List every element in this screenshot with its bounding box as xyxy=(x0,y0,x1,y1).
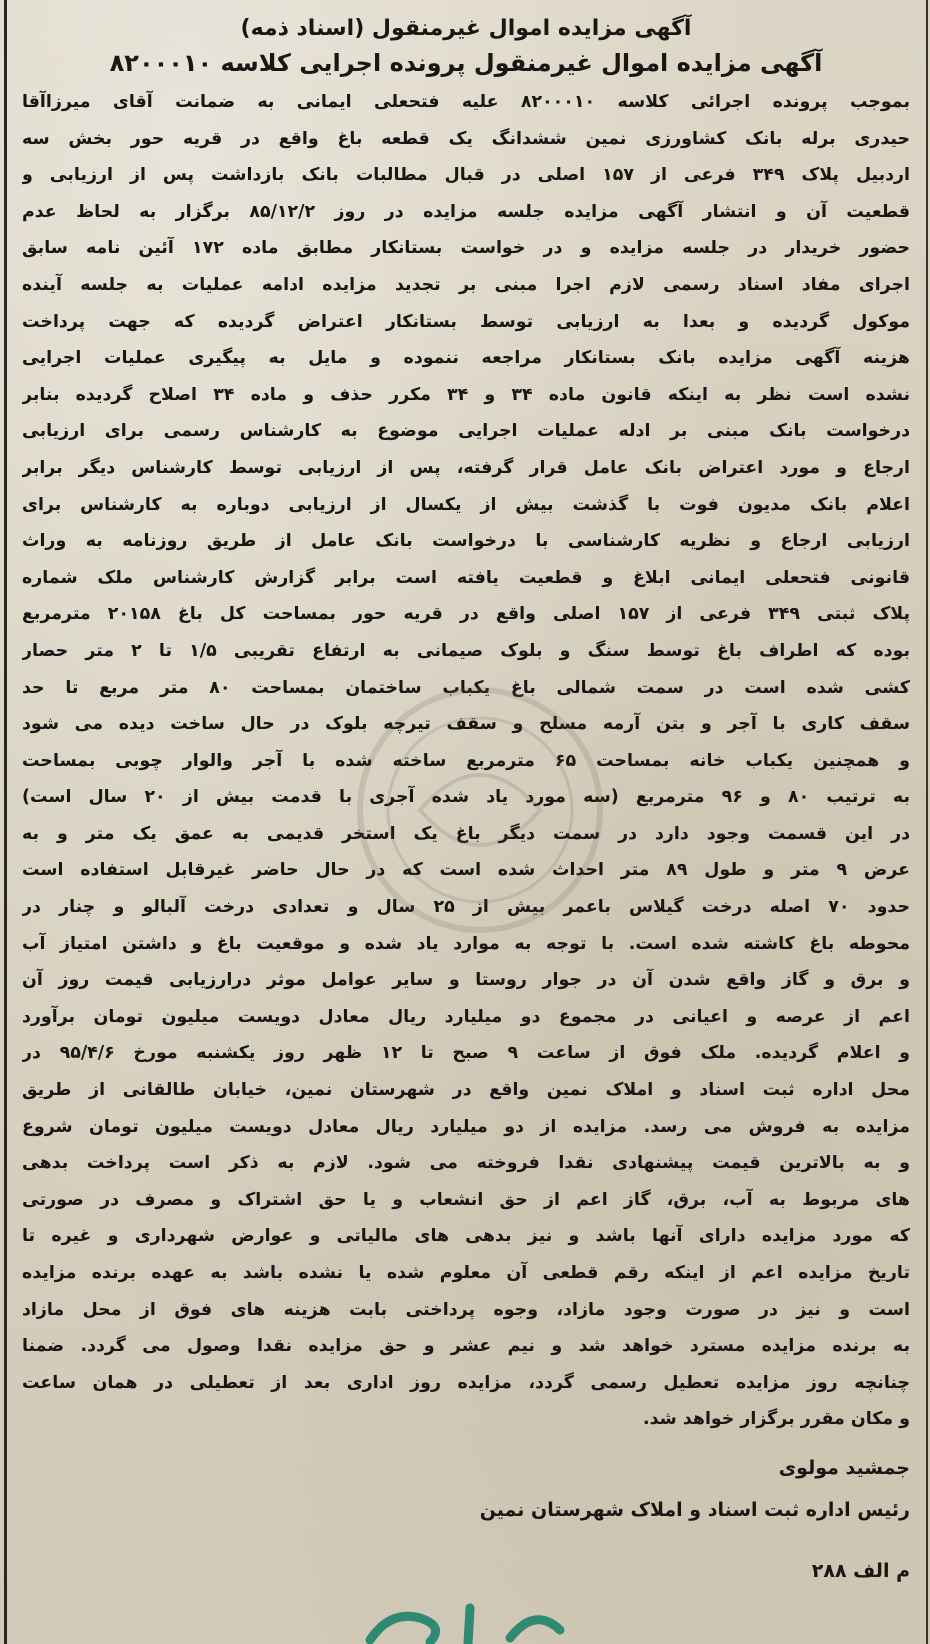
notice-body-line: در این قسمت وجود دارد در سمت دیگر باغ یک استخر قدیمی به عمق یک متر و به xyxy=(22,823,910,844)
notice-body-line: بموجب پرونده اجرائی کلاسه ۸۲۰۰۰۱۰ علیه فتحعلی ایمانی به ضمانت آقای میرزاآقا xyxy=(22,92,910,112)
notice-body-line: بوده که اطراف باغ توسط سنگ و بلوک صیمانی به ارتفاع تقریبی ۱/۵ تا ۲ متر حصار xyxy=(22,640,910,661)
notice-body-line: کشی شده است در سمت شمالی باغ یکباب ساختمان بمساحت ۸۰ متر مربع تا حد xyxy=(22,677,910,698)
notice-body-line: نشده است نظر به اینکه قانون ماده ۳۴ و ۳۴ مکرر حذف و ماده ۳۴ اصلاح گردیده بنابر xyxy=(22,384,910,405)
notice-body-line: پلاک ثبتی ۳۴۹ فرعی از ۱۵۷ اصلی واقع در قریه حور بمساحت کل باغ ۲۰۱۵۸ مترمربع xyxy=(22,604,910,625)
notice-body-line: محل اداره ثبت اسناد و املاک نمین واقع در شهرستان نمین، خیابان طالقانی از طریق xyxy=(22,1080,910,1101)
notice-body-line: و برق و گاز واقع شدن آن در جوار روستا و سایر عوامل موثر درارزیابی قیمت روز آن xyxy=(22,970,910,991)
notice-body-line: های مربوط به آب، برق، گاز اعم از حق انشعاب و یا حق اشتراک و مصرف در صورتی xyxy=(22,1189,910,1210)
signatory-title: رئیس اداره ثبت اسناد و املاک شهرستان نمین xyxy=(479,1498,910,1521)
notice-body-line: حضور خریدار در جلسه مزایده و در خواست بستانکار مطابق ماده ۱۷۲ آئین نامه سابق xyxy=(22,238,910,259)
notice-body-line: ارزیابی ارجاع و نظریه کارشناسی با درخواست بانک عامل از طریق روزنامه به وراث xyxy=(22,531,910,552)
notice-body-line: اجرای مفاد اسناد رسمی لازم اجرا مبنی بر تجدید مزایده ادامه عملیات به جلسه آینده xyxy=(22,274,910,295)
notice-body-line: است و نیز در صورت وجود مازاد، وجوه پرداختی بابت هزینه های فوق از محل مازاد xyxy=(22,1299,910,1320)
notice-body-line: قانونی فتحعلی ایمانی ابلاغ و قطعیت یافته است برابر گزارش کارشناس ملک شماره xyxy=(22,567,910,588)
notice-body-line: چنانچه روز مزایده تعطیل رسمی گردد، مزایده روز اداری بعد از تعطیلی در همان ساعت xyxy=(22,1372,910,1393)
notice-body-line: و مکان مقرر برگزار خواهد شد. xyxy=(643,1409,910,1430)
signatory-name: جمشید مولوی xyxy=(778,1456,910,1479)
notice-body-line: عرض ۹ متر و طول ۸۹ متر احداث شده است که در حال حاضر غیرقابل استفاده است xyxy=(22,860,910,881)
notice-body-line: ارجاع و مورد اعتراض بانک عامل قرار گرفته، پس از ارزیابی توسط کارشناس دیگر برابر xyxy=(22,457,910,478)
right-border-rule xyxy=(926,0,928,1644)
notice-body-line: به ترتیب ۸۰ و ۹۶ مترمربع (سه مورد یاد شده آجری با قدمت بیش از ۲۰ سال است) xyxy=(22,787,910,808)
notice-title: آگهی مزایده اموال غیرمنقول (اسناد ذمه) xyxy=(240,16,692,41)
notice-body-line: اعم از عرصه و اعیانی در مجموع دو میلیارد ریال معادل دویست میلیون تومان برآورد xyxy=(22,1006,910,1027)
notice-body-line: موکول گردیده و بعدا به ارزیابی توسط بستانکار اعتراض گردیده که جهت پرداخت xyxy=(22,311,910,332)
notice-subtitle: آگهی مزایده اموال غیرمنقول پرونده اجرایی کلاسه ۸۲۰۰۰۱۰ xyxy=(109,49,823,77)
notice-body-line: و اعلام گردیده. ملک فوق از ساعت ۹ صبح تا ۱۲ ظهر روز یکشنبه مورخ ۹۵/۴/۶ در xyxy=(22,1043,910,1064)
notice-body-line: و به بالاترین قیمت پیشنهادی نقدا فروخته می شود. لازم به ذکر است پرداخت بدهی xyxy=(22,1153,910,1174)
notice-body-line: که مورد مزایده دارای آنها باشد و نیز بدهی های مالیاتی و عوارض شهرداری و غیره تا xyxy=(22,1226,910,1247)
notice-body-line: و همچنین یکباب خانه بمساحت ۶۵ مترمربع ساخته شده با آجر والوار چوبی بمساحت xyxy=(22,750,910,771)
notice-body-line: حیدری برله بانک کشاورزی نمین ششدانگ یک قطعه باغ واقع در قریه حور بخش سه xyxy=(22,128,910,149)
notice-body xyxy=(22,84,910,1438)
left-border-rule xyxy=(4,0,7,1644)
notice-body-line: به برنده مزایده مسترد خواهد شد و نیم عشر و حق مزایده نقدا وصول می گردد. ضمنا xyxy=(22,1336,910,1357)
notice-body-line: اردبیل پلاک ۳۴۹ فرعی از ۱۵۷ اصلی در قبال مطالبات بانک بازداشت پس از ارزیابی و xyxy=(22,165,910,186)
notice-body-line: حدود ۷۰ اصله درخت گیلاس باعمر بیش از ۲۵ سال و تعدادی درخت آلبالو و چنار در xyxy=(22,897,910,918)
notice-body-line: محوطه باغ کاشته شده است. با توجه به موارد یاد شده و موقعیت باغ و داشتن امتیاز آب xyxy=(22,933,910,954)
notice-body-line: درخواست بانک مبنی بر ادله عملیات اجرایی موضوع به کارشناس رسمی برای ارزیابی xyxy=(22,421,910,442)
notice-body-line: هزینه آگهی مزایده بانک بستانکار مراجعه ننموده و مایل به پیگیری عملیات اجرایی xyxy=(22,348,910,369)
notice-body-line: اعلام بانک مدیون فوت با گذشت بیش از یکسال از ارزیابی دوباره به کارشناس برای xyxy=(22,494,910,515)
notice-body-line: قطعیت آن و انتشار آگهی مزایده جلسه مزایده در روز ۸۵/۱۲/۲ برگزار به لحاظ عدم xyxy=(22,201,910,222)
notice-code: م الف ۲۸۸ xyxy=(811,1559,910,1582)
notice-body-line: مزایده به فروش می رسد. مزایده از دو میلیارد ریال معادل دویست میلیون تومان شروع xyxy=(22,1116,910,1137)
stamp-fragment-icon xyxy=(350,1600,590,1644)
notice-body-line: سقف کاری با آجر و بتن آرمه مسلح و سقف تیرچه بلوک در حال ساخت دیده می شود xyxy=(22,714,910,735)
notice-body-line: تاریخ مزایده اعم از اینکه رقم قطعی آن معلوم شده یا نشده باشد به عهده برنده مزایده xyxy=(22,1263,910,1283)
notice-content xyxy=(22,14,910,1586)
